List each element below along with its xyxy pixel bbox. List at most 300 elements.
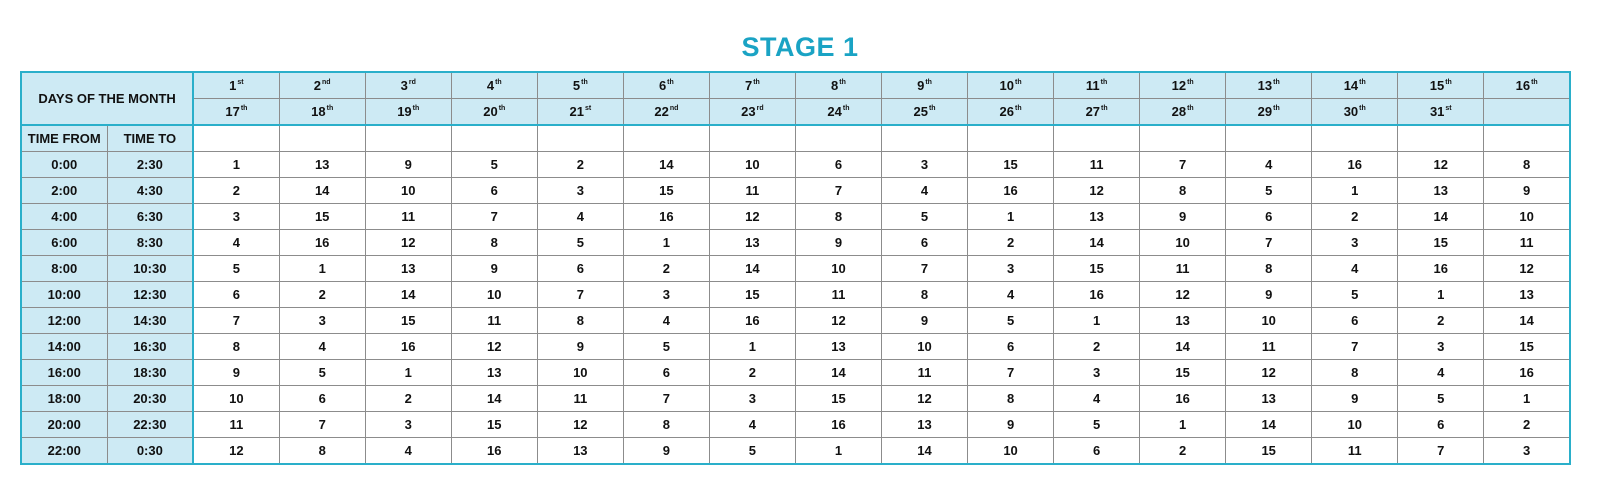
time-from-cell: 2:00 (21, 178, 107, 204)
stage-value-cell: 12 (365, 230, 451, 256)
day-suffix: th (667, 79, 674, 86)
stage-value-cell: 2 (709, 360, 795, 386)
time-from-cell: 0:00 (21, 152, 107, 178)
day-number: 7 (744, 78, 753, 93)
empty-cell (279, 125, 365, 152)
empty-cell (451, 125, 537, 152)
day-suffix: th (581, 79, 588, 86)
day-header-cell (1140, 99, 1226, 126)
time-from-header: TIME FROM (21, 125, 107, 152)
day-suffix: nd (669, 105, 679, 112)
stage-value-cell: 3 (279, 308, 365, 334)
stage-value-cell: 15 (1484, 334, 1570, 360)
day-suffix: rd (756, 105, 764, 112)
stage-value-cell: 1 (968, 204, 1054, 230)
day-number: 4 (486, 78, 495, 93)
day-suffix: th (240, 105, 248, 112)
stage-value-cell: 9 (881, 308, 967, 334)
stage-value-cell: 13 (881, 412, 967, 438)
stage-value-cell: 16 (968, 178, 1054, 204)
stage-value-cell: 9 (537, 334, 623, 360)
stage-value-cell: 9 (623, 438, 709, 465)
stage-value-cell: 3 (623, 282, 709, 308)
stage-value-cell: 15 (1140, 360, 1226, 386)
stage-value-cell: 7 (279, 412, 365, 438)
stage-value-cell: 5 (1312, 282, 1398, 308)
stage-value-cell: 16 (1484, 360, 1570, 386)
day-suffix: th (1531, 79, 1538, 86)
day-number: 18 (311, 104, 326, 119)
stage-value-cell: 14 (365, 282, 451, 308)
day-header-cell (537, 72, 623, 99)
stage-value-cell: 5 (623, 334, 709, 360)
stage-value-cell: 13 (365, 256, 451, 282)
stage-value-cell: 9 (1140, 204, 1226, 230)
day-suffix: th (1187, 105, 1194, 112)
stage-value-cell: 15 (451, 412, 537, 438)
stage-value-cell: 16 (1140, 386, 1226, 412)
stage-value-cell: 12 (881, 386, 967, 412)
stage-value-cell: 16 (795, 412, 881, 438)
schedule-table (20, 71, 1571, 465)
stage-value-cell: 16 (709, 308, 795, 334)
stage-value-cell: 4 (623, 308, 709, 334)
stage-value-cell: 7 (881, 256, 967, 282)
stage-value-cell: 8 (537, 308, 623, 334)
stage-value-cell: 9 (795, 230, 881, 256)
stage-value-cell: 8 (623, 412, 709, 438)
stage-value-cell: 15 (795, 386, 881, 412)
stage-value-cell: 13 (1226, 386, 1312, 412)
day-header-cell (709, 99, 795, 126)
day-number: 27 (1085, 104, 1101, 119)
stage-value-cell: 14 (709, 256, 795, 282)
stage-value-cell: 6 (968, 334, 1054, 360)
empty-cell (1140, 125, 1226, 152)
day-suffix: th (928, 105, 936, 112)
time-to-cell: 10:30 (107, 256, 193, 282)
stage-value-cell: 11 (709, 178, 795, 204)
stage-value-cell: 10 (795, 256, 881, 282)
stage-value-cell: 15 (1054, 256, 1140, 282)
stage-value-cell: 8 (1484, 152, 1570, 178)
day-header-cell (193, 99, 279, 126)
stage-value-cell: 7 (795, 178, 881, 204)
day-header-cell (1312, 72, 1398, 99)
stage-value-cell: 1 (623, 230, 709, 256)
stage-value-cell: 13 (537, 438, 623, 465)
stage-value-cell: 14 (1140, 334, 1226, 360)
stage-value-cell: 9 (193, 360, 279, 386)
day-number: 14 (1343, 78, 1359, 93)
table-row (21, 152, 1570, 178)
stage-value-cell: 1 (1484, 386, 1570, 412)
stage-value-cell: 7 (1398, 438, 1484, 465)
day-header-cell (1484, 99, 1570, 126)
stage-value-cell: 8 (795, 204, 881, 230)
stage-value-cell: 2 (365, 386, 451, 412)
day-header-cell (1054, 72, 1140, 99)
day-number: 30 (1343, 104, 1359, 119)
day-suffix: th (1014, 105, 1022, 112)
day-number: 3 (400, 78, 408, 93)
stage-value-cell: 13 (1140, 308, 1226, 334)
stage-value-cell: 14 (279, 178, 365, 204)
stage-value-cell: 2 (537, 152, 623, 178)
stage-value-cell: 11 (365, 204, 451, 230)
stage-value-cell: 14 (1226, 412, 1312, 438)
day-header-cell (365, 72, 451, 99)
stage-value-cell: 4 (1398, 360, 1484, 386)
stage-value-cell: 6 (881, 230, 967, 256)
day-suffix: th (1187, 79, 1194, 86)
empty-cell (1226, 125, 1312, 152)
day-number: 15 (1429, 78, 1445, 93)
stage-value-cell: 4 (365, 438, 451, 465)
stage-value-cell: 7 (537, 282, 623, 308)
stage-value-cell: 4 (537, 204, 623, 230)
stage-value-cell: 5 (709, 438, 795, 465)
time-to-cell: 4:30 (107, 178, 193, 204)
stage-value-cell: 16 (365, 334, 451, 360)
day-number: 8 (831, 78, 839, 93)
stage-value-cell: 3 (709, 386, 795, 412)
empty-cell (623, 125, 709, 152)
stage-value-cell: 14 (623, 152, 709, 178)
empty-cell (365, 125, 451, 152)
stage-value-cell: 4 (709, 412, 795, 438)
stage-value-cell: 5 (1398, 386, 1484, 412)
stage-value-cell: 8 (881, 282, 967, 308)
stage-value-cell: 9 (1312, 386, 1398, 412)
stage-value-cell: 4 (193, 230, 279, 256)
table-row (21, 230, 1570, 256)
stage-value-cell: 12 (537, 412, 623, 438)
stage-value-cell: 2 (1484, 412, 1570, 438)
stage-value-cell: 9 (451, 256, 537, 282)
stage-value-cell: 16 (279, 230, 365, 256)
day-suffix: th (1359, 105, 1366, 112)
day-number: 28 (1171, 104, 1187, 119)
empty-cell (1054, 125, 1140, 152)
day-suffix: th (839, 79, 846, 86)
stage-value-cell: 14 (1484, 308, 1570, 334)
stage-value-cell: 10 (709, 152, 795, 178)
day-header-cell (279, 99, 365, 126)
stage-value-cell: 10 (537, 360, 623, 386)
stage-value-cell: 12 (1226, 360, 1312, 386)
stage-value-cell: 2 (1054, 334, 1140, 360)
day-suffix: th (1014, 79, 1022, 86)
stage-value-cell: 1 (365, 360, 451, 386)
day-number: 20 (483, 104, 498, 119)
stage-value-cell: 1 (1312, 178, 1398, 204)
stage-value-cell: 13 (279, 152, 365, 178)
stage-value-cell: 11 (795, 282, 881, 308)
day-header-cell (968, 99, 1054, 126)
stage-value-cell: 1 (1398, 282, 1484, 308)
stage-value-cell: 8 (1140, 178, 1226, 204)
stage-value-cell: 10 (1312, 412, 1398, 438)
time-to-header: TIME TO (107, 125, 193, 152)
table-row (21, 204, 1570, 230)
empty-cell (537, 125, 623, 152)
stage-value-cell: 2 (193, 178, 279, 204)
time-to-cell: 8:30 (107, 230, 193, 256)
time-from-cell: 4:00 (21, 204, 107, 230)
stage-value-cell: 3 (365, 412, 451, 438)
stage-value-cell: 14 (795, 360, 881, 386)
stage-value-cell: 15 (623, 178, 709, 204)
time-from-cell: 16:00 (21, 360, 107, 386)
stage-value-cell: 15 (709, 282, 795, 308)
day-suffix: th (495, 79, 502, 86)
day-suffix: th (1359, 79, 1366, 86)
stage-value-cell: 13 (795, 334, 881, 360)
stage-value-cell: 4 (1312, 256, 1398, 282)
stage-value-cell: 2 (1140, 438, 1226, 465)
stage-value-cell: 6 (279, 386, 365, 412)
day-number: 12 (1171, 78, 1187, 93)
stage-value-cell: 1 (279, 256, 365, 282)
table-row (21, 386, 1570, 412)
day-number: 2 (313, 78, 322, 93)
stage-value-cell: 11 (1226, 334, 1312, 360)
stage-value-cell: 11 (537, 386, 623, 412)
stage-value-cell: 7 (451, 204, 537, 230)
time-to-cell: 6:30 (107, 204, 193, 230)
time-to-cell: 2:30 (107, 152, 193, 178)
stage-value-cell: 6 (1054, 438, 1140, 465)
day-header-cell (795, 99, 881, 126)
day-suffix: nd (322, 79, 331, 86)
stage-value-cell: 6 (795, 152, 881, 178)
day-header-cell (881, 99, 967, 126)
stage-value-cell: 16 (451, 438, 537, 465)
stage-value-cell: 10 (1226, 308, 1312, 334)
empty-cell (795, 125, 881, 152)
stage-value-cell: 9 (1484, 178, 1570, 204)
days-header-row-1 (21, 72, 1570, 99)
empty-cell (1484, 125, 1570, 152)
stage-value-cell: 3 (1484, 438, 1570, 465)
stage-value-cell: 1 (709, 334, 795, 360)
stage-value-cell: 7 (193, 308, 279, 334)
day-header-cell (451, 72, 537, 99)
stage-value-cell: 6 (1398, 412, 1484, 438)
day-number: 9 (917, 78, 925, 93)
day-header-cell (1054, 99, 1140, 126)
day-number: 23 (741, 104, 756, 119)
day-number: 1 (229, 78, 237, 93)
time-to-cell: 20:30 (107, 386, 193, 412)
time-to-cell: 22:30 (107, 412, 193, 438)
stage-value-cell: 13 (1398, 178, 1484, 204)
stage-value-cell: 15 (365, 308, 451, 334)
stage-value-cell: 6 (451, 178, 537, 204)
day-header-cell (1312, 99, 1398, 126)
time-to-cell: 12:30 (107, 282, 193, 308)
time-to-cell: 14:30 (107, 308, 193, 334)
stage-value-cell: 13 (1054, 204, 1140, 230)
stage-value-cell: 7 (1312, 334, 1398, 360)
stage-value-cell: 15 (279, 204, 365, 230)
stage-value-cell: 16 (1054, 282, 1140, 308)
stage-value-cell: 2 (1398, 308, 1484, 334)
day-header-cell (451, 99, 537, 126)
stage-value-cell: 8 (279, 438, 365, 465)
stage-value-cell: 4 (1054, 386, 1140, 412)
stage-value-cell: 1 (1140, 412, 1226, 438)
stage-value-cell: 14 (1398, 204, 1484, 230)
day-suffix: th (842, 105, 850, 112)
stage-value-cell: 5 (968, 308, 1054, 334)
day-number: 17 (225, 104, 240, 119)
day-header-cell (1226, 99, 1312, 126)
day-number: 26 (999, 104, 1014, 119)
time-from-cell: 8:00 (21, 256, 107, 282)
stage-value-cell: 2 (623, 256, 709, 282)
time-to-cell: 18:30 (107, 360, 193, 386)
day-header-cell (1398, 72, 1484, 99)
stage-value-cell: 10 (193, 386, 279, 412)
stage-value-cell: 2 (1312, 204, 1398, 230)
stage-value-cell: 15 (1226, 438, 1312, 465)
stage-value-cell: 13 (451, 360, 537, 386)
stage-value-cell: 4 (279, 334, 365, 360)
stage-value-cell: 12 (1398, 152, 1484, 178)
days-of-month-label: DAYS OF THE MONTH (21, 72, 193, 125)
stage-value-cell: 9 (968, 412, 1054, 438)
day-header-cell (795, 72, 881, 99)
day-number: 16 (1515, 78, 1531, 93)
day-header-cell (968, 72, 1054, 99)
stage-value-cell: 14 (451, 386, 537, 412)
day-header-cell (881, 72, 967, 99)
day-suffix: th (326, 105, 334, 112)
day-suffix: st (584, 105, 592, 112)
table-row (21, 256, 1570, 282)
time-from-cell: 20:00 (21, 412, 107, 438)
day-header-cell (709, 72, 795, 99)
day-suffix: th (1273, 105, 1280, 112)
stage-value-cell: 10 (881, 334, 967, 360)
stage-value-cell: 16 (1398, 256, 1484, 282)
stage-value-cell: 13 (709, 230, 795, 256)
stage-value-cell: 5 (537, 230, 623, 256)
stage-value-cell: 12 (795, 308, 881, 334)
day-suffix: th (1100, 79, 1108, 86)
stage-value-cell: 3 (193, 204, 279, 230)
stage-value-cell: 7 (1140, 152, 1226, 178)
stage-value-cell: 6 (537, 256, 623, 282)
day-suffix: th (753, 79, 760, 86)
stage-value-cell: 8 (193, 334, 279, 360)
stage-value-cell: 5 (1226, 178, 1312, 204)
table-row (21, 308, 1570, 334)
day-number: 22 (654, 104, 669, 119)
stage-value-cell: 2 (279, 282, 365, 308)
time-from-cell: 22:00 (21, 438, 107, 465)
stage-value-cell: 11 (1140, 256, 1226, 282)
stage-value-cell: 8 (1226, 256, 1312, 282)
day-number: 10 (999, 78, 1014, 93)
stage-value-cell: 11 (881, 360, 967, 386)
stage-value-cell: 1 (1054, 308, 1140, 334)
stage-value-cell: 11 (1054, 152, 1140, 178)
time-from-cell: 18:00 (21, 386, 107, 412)
days-header-row-2 (21, 99, 1570, 126)
table-row (21, 282, 1570, 308)
day-header-cell (279, 72, 365, 99)
stage-value-cell: 10 (1484, 204, 1570, 230)
day-number: 29 (1257, 104, 1273, 119)
stage-value-cell: 6 (193, 282, 279, 308)
stage-value-cell: 6 (1226, 204, 1312, 230)
stage-value-cell: 1 (193, 152, 279, 178)
day-suffix: th (412, 105, 420, 112)
time-to-cell: 0:30 (107, 438, 193, 465)
day-number: 6 (658, 78, 667, 93)
day-header-cell (193, 72, 279, 99)
day-header-cell (1140, 72, 1226, 99)
empty-cell (881, 125, 967, 152)
stage-value-cell: 16 (1312, 152, 1398, 178)
stage-value-cell: 12 (1054, 178, 1140, 204)
stage-value-cell: 3 (1312, 230, 1398, 256)
day-number: 11 (1085, 78, 1100, 93)
page-title: STAGE 1 (741, 32, 859, 62)
stage-value-cell: 7 (623, 386, 709, 412)
empty-cell (968, 125, 1054, 152)
stage-value-cell: 8 (968, 386, 1054, 412)
stage-value-cell: 15 (1398, 230, 1484, 256)
stage-value-cell: 10 (1140, 230, 1226, 256)
day-header-cell (1226, 72, 1312, 99)
stage-value-cell: 14 (1054, 230, 1140, 256)
stage-value-cell: 4 (968, 282, 1054, 308)
stage-value-cell: 5 (451, 152, 537, 178)
day-header-cell (1484, 72, 1570, 99)
table-row (21, 360, 1570, 386)
stage-value-cell: 7 (1226, 230, 1312, 256)
stage-value-cell: 3 (881, 152, 967, 178)
time-from-cell: 10:00 (21, 282, 107, 308)
day-suffix: th (1101, 105, 1108, 112)
stage-value-cell: 3 (537, 178, 623, 204)
stage-value-cell: 12 (193, 438, 279, 465)
table-row (21, 412, 1570, 438)
empty-cell (1398, 125, 1484, 152)
stage-value-cell: 5 (193, 256, 279, 282)
stage-value-cell: 15 (968, 152, 1054, 178)
table-row (21, 438, 1570, 465)
table-row (21, 334, 1570, 360)
day-suffix: th (1273, 79, 1280, 86)
stage-value-cell: 3 (1054, 360, 1140, 386)
time-from-cell: 6:00 (21, 230, 107, 256)
stage-value-cell: 5 (881, 204, 967, 230)
time-to-cell: 16:30 (107, 334, 193, 360)
stage-value-cell: 4 (881, 178, 967, 204)
day-suffix: st (1445, 105, 1452, 112)
time-from-cell: 12:00 (21, 308, 107, 334)
empty-cell (709, 125, 795, 152)
stage-value-cell: 9 (365, 152, 451, 178)
stage-value-cell: 8 (451, 230, 537, 256)
day-number: 25 (913, 104, 928, 119)
empty-cell (1312, 125, 1398, 152)
